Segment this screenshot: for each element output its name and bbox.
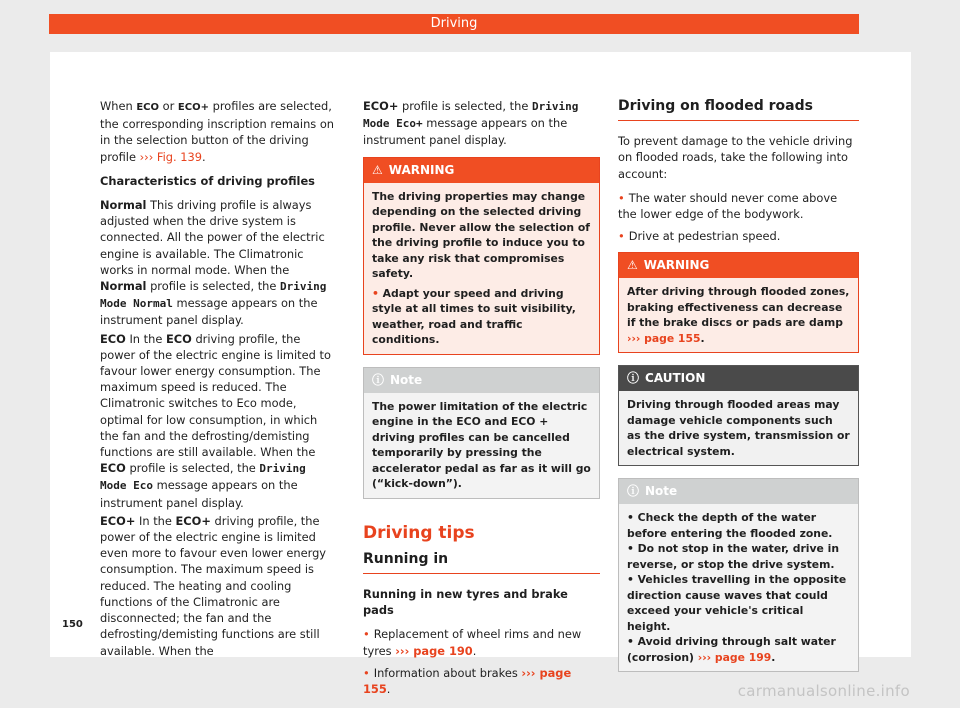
eco-plus-mode-icon: ECO+ (177, 102, 209, 113)
eco-term: ECO (100, 331, 126, 346)
list-item: • Vehicles travelling in the opposite direction cause waves that could exceed your vehicle's critical height. (627, 573, 847, 633)
chapter-header (49, 14, 859, 34)
flooded-roads-title: Driving on flooded roads (618, 98, 859, 121)
profiles-heading: Characteristics of driving profiles (100, 173, 315, 188)
note-icon: ⓘ (627, 484, 640, 499)
warning-triangle-icon: ⚠ (372, 162, 383, 177)
ecoplus-text: In the (139, 513, 172, 528)
list-item: • Avoid driving through salt water (corrosion) ››› page 199. (627, 635, 836, 664)
caution-title: CAUTION (645, 371, 706, 386)
list-item (618, 228, 859, 244)
warning-body (364, 183, 599, 354)
list-item: • Do not stop in the water, drive in reverse, or stop the drive system. (627, 542, 840, 571)
page-link[interactable]: ››› page 155 (363, 665, 572, 697)
list-item-text: Vehicles travelling in the opposite direction cause waves that could exceed your vehicle's critical height. (627, 573, 847, 633)
caution-body: Driving through flooded areas may damage vehicle components such as the drive system, transmission or electrical system. (619, 391, 858, 465)
warning-box (363, 157, 600, 355)
flooded-intro: To prevent damage to the vehicle driving on flooded roads, take the following into account: (618, 134, 853, 181)
intro-text-2: profiles are selected, the corresponding inscription remains on in the selection button of the driving profile (100, 99, 335, 164)
list-item-text: Check the depth of the water before entering the flooded zone. (627, 511, 833, 540)
ecoplus-bold-cont: ECO+ (363, 99, 399, 113)
note-box (363, 367, 600, 499)
eco-mode-icon: ECO (136, 102, 160, 113)
warning-bullet (372, 286, 591, 348)
list-item: • Replacement of wheel rims and new tyres ››› page 190. (363, 627, 582, 658)
note-title: Note (645, 484, 678, 499)
intro-or: or (162, 99, 175, 113)
chapter-title: Driving (430, 16, 478, 31)
warning-header (619, 253, 858, 278)
bullet-dot-icon: • (618, 229, 625, 244)
list-item (618, 190, 859, 222)
ecoplus-term: ECO+ (100, 513, 136, 528)
intro-text: When (100, 99, 133, 113)
column-right (618, 98, 859, 684)
note-body: The power limitation of the electric engine in the ECO and ECO + driving profiles can be cancelled temporarily by pressing the accelerator pedal as far as it will go (“kick-down”). (364, 393, 599, 498)
eco-text: In the (129, 331, 163, 346)
eco-display-message: Driving Mode Eco (100, 462, 306, 493)
ecoplus-display-message: Driving Mode Eco+ (363, 100, 579, 131)
intro-paragraph: When ECO or ECO+ profiles are selected, the corresponding inscription remains on in the selection button of the driving profile ››› Fig. 139. (100, 99, 335, 164)
normal-term: Normal (100, 198, 147, 213)
eco-bold: ECO (165, 331, 192, 346)
caution-icon: ⓘ (627, 371, 640, 386)
column-left (100, 98, 335, 661)
warning-body: After driving through flooded zones, braking effectiveness can decrease if the brake discs or pads are damp ››› page 155. (619, 278, 858, 352)
normal-text: This driving profile is always adjusted when the drive system is connected. All the power of the electric engine is available. The Climatronic works in normal mode. When the (100, 198, 325, 277)
list-item-text: The water should never come above the lower edge of the bodywork. (618, 190, 838, 222)
warning-title: WARNING (388, 162, 455, 177)
note-header (619, 479, 858, 504)
list-item-text: Avoid driving through salt water (corrosion) (627, 635, 836, 664)
eco-definition (100, 331, 335, 511)
running-in-heading: Running in new tyres and brake pads (363, 587, 568, 618)
warning-box (618, 252, 859, 353)
warning-bullet-text: Adapt your speed and driving style at all times to suit visibility, weather, road and traffic conditions. (372, 286, 576, 347)
note-icon: ⓘ (372, 372, 385, 387)
bullet-dot-icon: • (618, 190, 625, 205)
eco-text-2: driving profile, the power of the electric engine is limited to favour lower energy consumption. The maximum speed is reduced. The Climatronic switches to Eco mode, optimal for low consumption, in which the fan and the defrosting/demisting functions are still available. When the (100, 331, 331, 460)
ecoplus-text-2: driving profile, the power of the electric engine is limited even more to favour even lower energy consumption. The maximum speed is reduced. The heating and cooling functions of the Climatronic are disconnected; the fan and the defrosting/demisting functions are still available. When the (100, 513, 327, 658)
caution-box (618, 365, 859, 466)
list-item-text: Drive at pedestrian speed. (628, 229, 781, 244)
page-link[interactable]: ››› page 155 (627, 331, 701, 345)
section-title: Driving tips (363, 522, 475, 543)
page-link[interactable]: ››› page 199 (697, 650, 772, 664)
bullet-dot-icon: • (372, 286, 379, 300)
normal-display-message: Driving Mode Normal (100, 280, 327, 311)
warning-header (364, 158, 599, 183)
warning-title: WARNING (643, 258, 710, 273)
ecoplus-definition (100, 513, 335, 659)
subsection-title: Running in (363, 551, 600, 574)
list-item-text: Replacement of wheel rims and new tyres (363, 627, 582, 658)
caution-header (619, 366, 858, 391)
page-number: 150 (62, 619, 83, 630)
list-item: • Information about brakes ››› page 155. (363, 665, 572, 697)
ecoplus-cont-text: profile is selected, the (402, 99, 529, 113)
normal-bold: Normal (100, 279, 147, 294)
ecoplus-cont-text-2: message appears on the instrument panel display. (363, 116, 568, 148)
normal-text-2: profile is selected, the (150, 279, 277, 294)
ecoplus-bold: ECO+ (175, 513, 211, 528)
list-item: • Check the depth of the water before entering the flooded zone. (627, 511, 833, 540)
note-header (364, 368, 599, 393)
warning-text: The driving properties may change depending on the selected driving profile. Never allow the selection of the driving profile to induce you to take any risk that compromises safety. (372, 189, 590, 281)
column-middle (363, 98, 600, 703)
list-item-text: Information about brakes (373, 665, 518, 680)
eco-bold-2: ECO (100, 461, 126, 476)
list-item-text: Do not stop in the water, drive in reverse, or stop the drive system. (627, 542, 840, 571)
normal-text-3: message appears on the instrument panel display. (100, 296, 318, 328)
eco-text-3: profile is selected, the (129, 461, 256, 476)
normal-definition (100, 197, 335, 329)
warning-triangle-icon: ⚠ (627, 258, 638, 273)
figure-link[interactable]: ››› Fig. 139 (139, 149, 202, 164)
watermark: carmanualsonline.info (737, 682, 910, 700)
bullet-dot-icon: • (363, 627, 370, 642)
eco-text-4: message appears on the instrument panel display. (100, 478, 298, 510)
bullet-dot-icon: • (363, 665, 370, 680)
warning-text: After driving through flooded zones, braking effectiveness can decrease if the brake discs or pads are damp (627, 285, 850, 330)
note-body (619, 504, 858, 671)
note-title: Note (390, 372, 423, 387)
note-box (618, 478, 859, 672)
page-link[interactable]: ››› page 190 (395, 643, 473, 658)
ecoplus-continued (363, 98, 600, 149)
